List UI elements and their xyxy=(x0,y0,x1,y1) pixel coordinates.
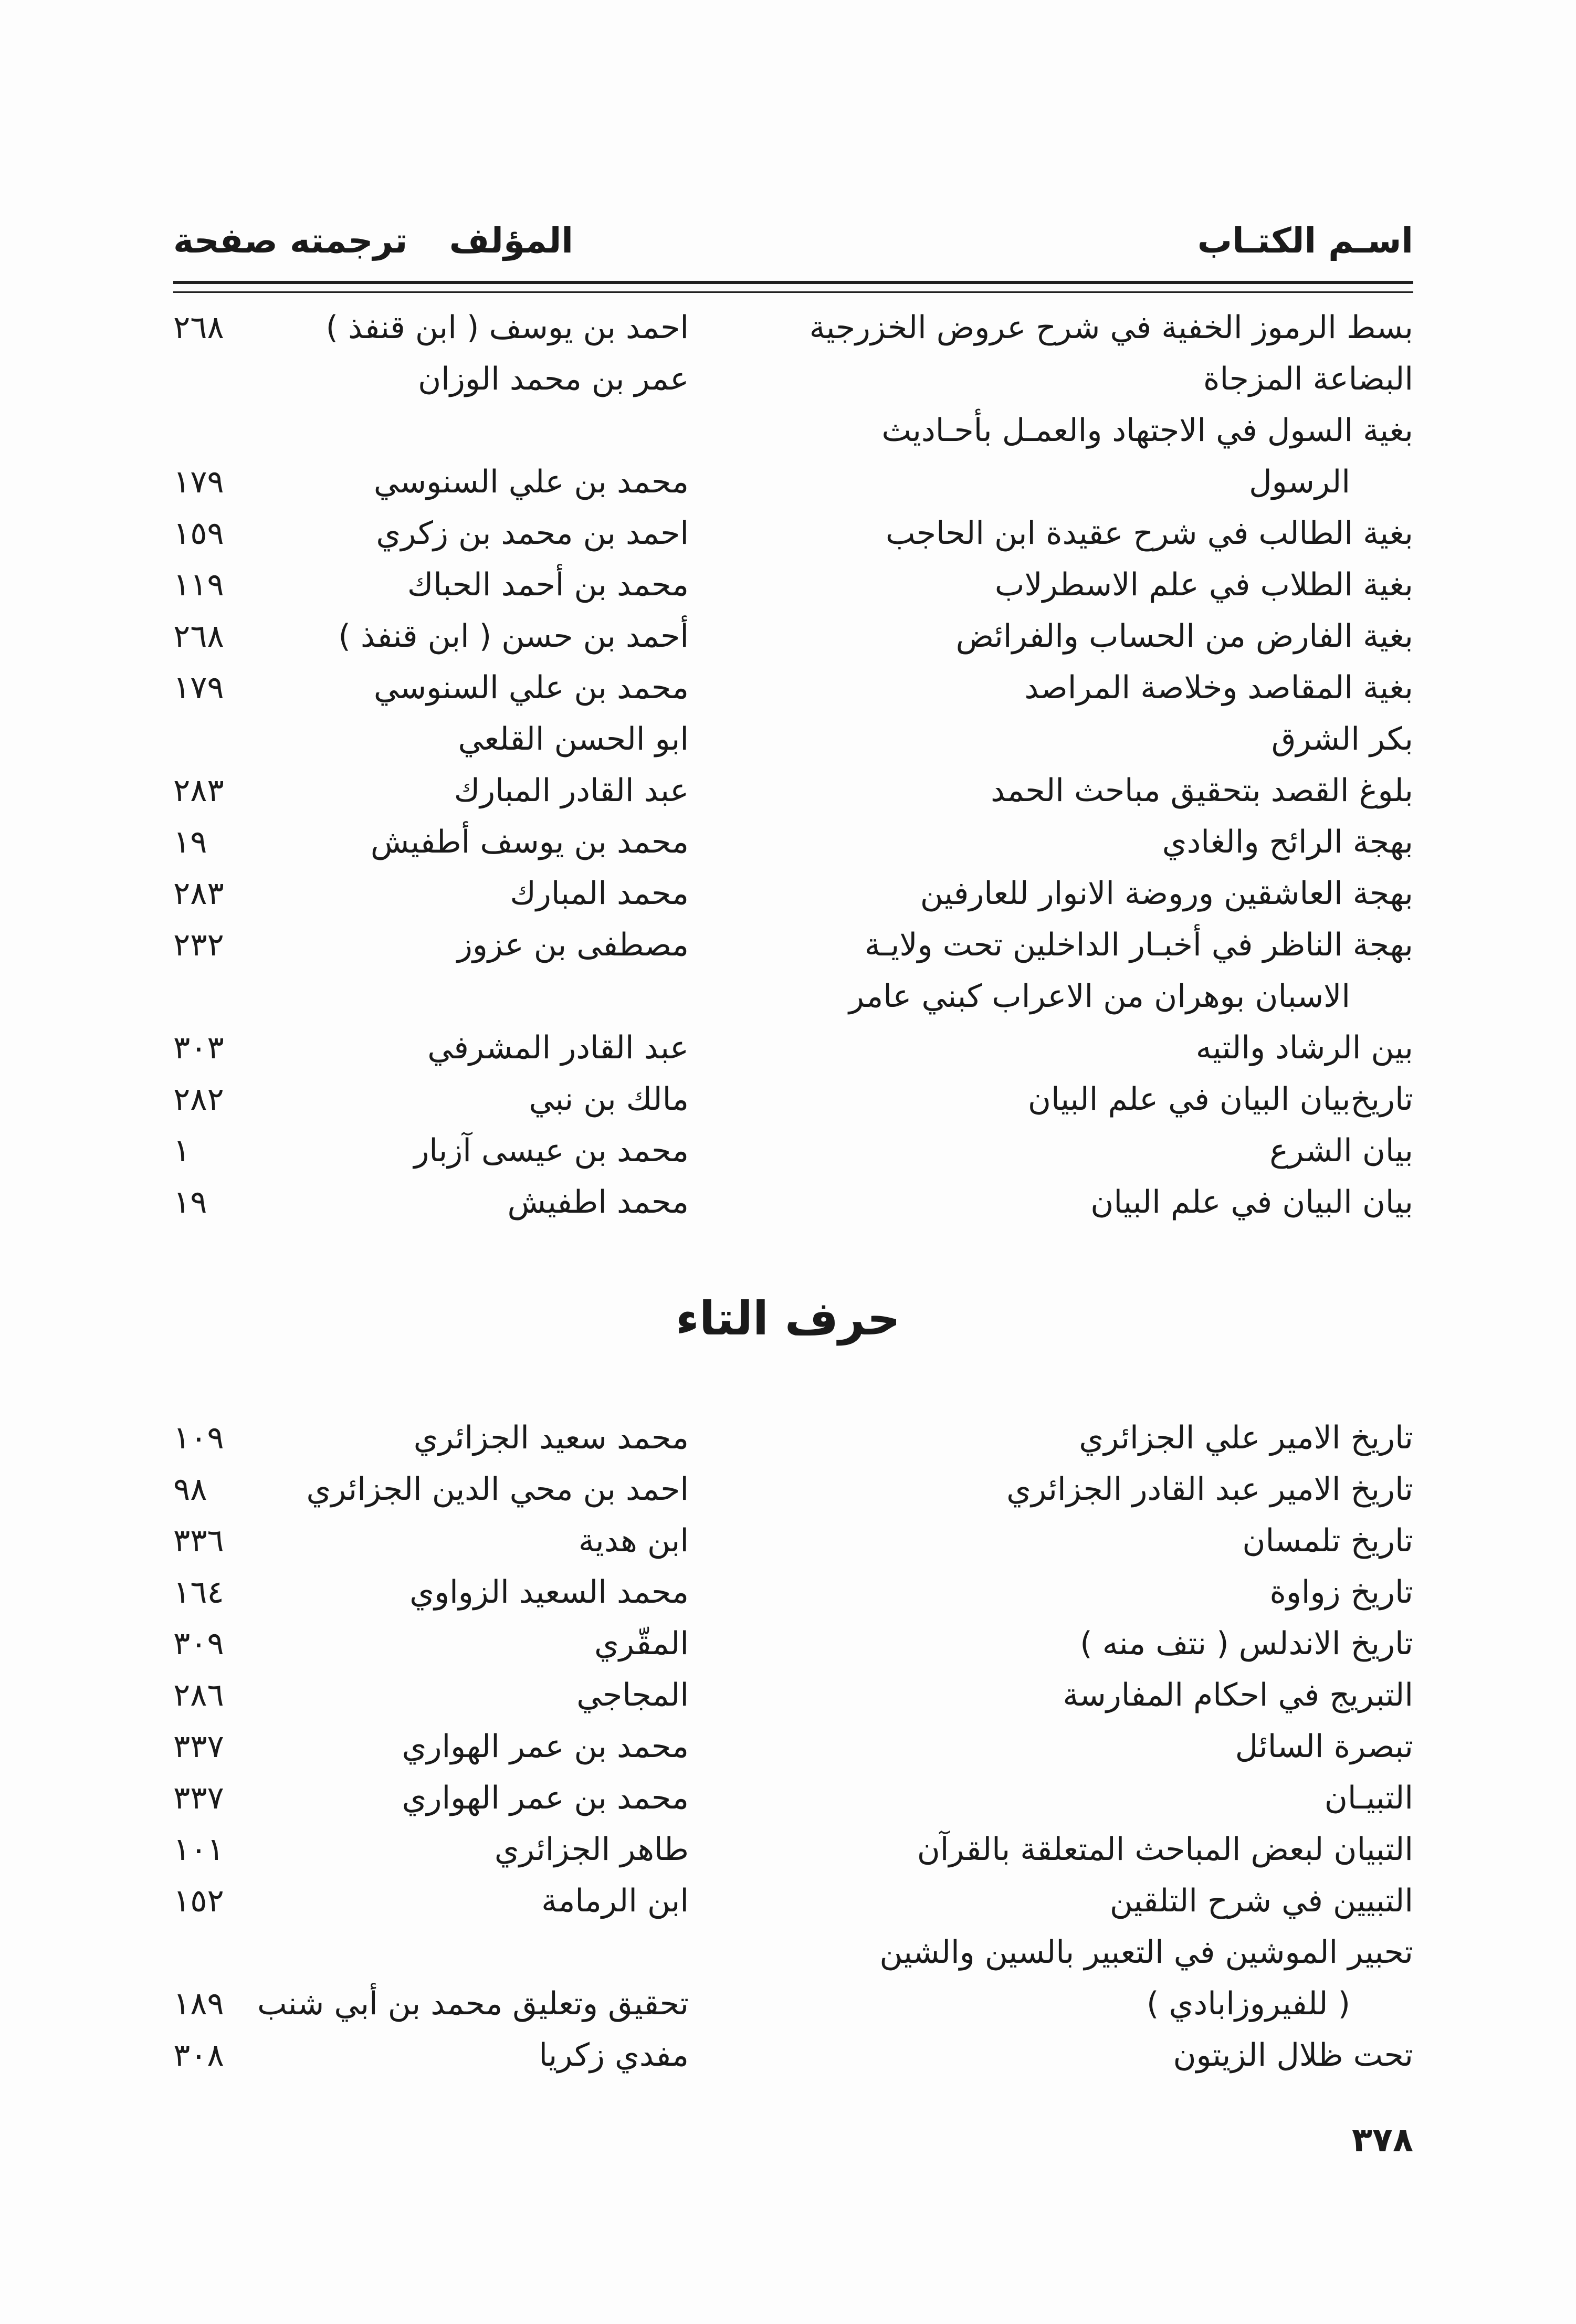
biography-page: ٢٣٢ xyxy=(173,927,224,963)
biography-page: ١ xyxy=(173,1132,191,1169)
list-item xyxy=(173,1978,1413,2029)
book-author: مصطفى بن عزوز xyxy=(457,927,689,963)
book-author: محمد بن علي السنوسي xyxy=(373,669,689,706)
list-item xyxy=(173,508,1413,559)
list-item xyxy=(173,1515,1413,1566)
section-ba-list xyxy=(173,302,1413,1228)
biography-page: ٣٣٧ xyxy=(173,1780,224,1816)
biography-page: ١٩ xyxy=(173,1184,207,1221)
biography-page: ٢٦٨ xyxy=(173,618,224,655)
book-title: بهجة الناظر في أخبـار الداخلين تحت ولايـة xyxy=(864,927,1413,963)
book-author: محمد بن عيسى آزبار xyxy=(414,1132,689,1169)
page-number: ٣٧٨ xyxy=(1351,2121,1413,2160)
list-item xyxy=(173,1412,1413,1464)
list-item xyxy=(173,662,1413,713)
book-title: بغية السول في الاجتهاد والعمـل بأحـاديث xyxy=(881,412,1413,449)
list-item xyxy=(173,1618,1413,1669)
biography-page: ٣٠٣ xyxy=(173,1029,224,1066)
book-author: محمد السعيد الزواوي xyxy=(409,1574,689,1611)
list-item xyxy=(173,1824,1413,1875)
book-author: عمر بن محمد الوزان xyxy=(418,361,689,397)
book-author: احمد بن يوسف ( ابن قنفذ ) xyxy=(325,309,689,346)
list-item xyxy=(173,353,1413,405)
list-item xyxy=(173,713,1413,765)
biography-page: ٣٠٩ xyxy=(173,1625,224,1662)
biography-page: ١١٩ xyxy=(173,566,224,603)
book-title: بهجة الرائح والغادي xyxy=(1162,824,1413,860)
book-title: تبصرة السائل xyxy=(1235,1728,1413,1765)
book-author: ابن هدية xyxy=(578,1522,689,1559)
book-title: بغية الطلاب في علم الاسطرلاب xyxy=(994,566,1413,603)
book-author: محمد بن عمر الهواري xyxy=(402,1780,689,1816)
list-item xyxy=(173,611,1413,662)
biography-page: ١٩ xyxy=(173,824,207,860)
list-item xyxy=(173,1669,1413,1721)
list-item xyxy=(173,1022,1413,1074)
book-author: محمد سعيد الجزائري xyxy=(413,1419,689,1456)
list-item xyxy=(173,1125,1413,1176)
book-author: محمد بن عمر الهواري xyxy=(402,1728,689,1765)
book-title: بهجة العاشقين وروضة الانوار للعارفين xyxy=(920,875,1413,912)
book-author: عبد القادر المشرفي xyxy=(427,1029,689,1066)
book-title: التبيـان xyxy=(1324,1780,1413,1816)
book-title: تاريخ الامير عبد القادر الجزائري xyxy=(1006,1471,1413,1508)
book-author: المجاجي xyxy=(576,1677,689,1713)
book-author: محمد بن أحمد الحباك xyxy=(407,566,689,603)
list-item xyxy=(173,2029,1413,2081)
book-title: الاسبان بوهران من الاعراب كبني عامر xyxy=(848,978,1350,1015)
book-title: بسط الرموز الخفية في شرح عروض الخزرجية xyxy=(809,309,1413,346)
biography-page: ٢٨٣ xyxy=(173,875,224,912)
section-ta-list xyxy=(173,1412,1413,2081)
book-title: التبريج في احكام المفارسة xyxy=(1063,1677,1413,1713)
biography-page: ٩٨ xyxy=(173,1471,207,1508)
list-item xyxy=(173,971,1413,1022)
book-author: محمد بن علي السنوسي xyxy=(373,464,689,500)
book-author: مفدي زكريا xyxy=(539,2037,689,2074)
book-title: بلوغ القصد بتحقيق مباحث الحمد xyxy=(991,772,1413,809)
book-author: طاهر الجزائري xyxy=(494,1831,689,1868)
biography-page: ١٦٤ xyxy=(173,1574,224,1611)
book-title: الرسول xyxy=(1249,464,1350,500)
list-item xyxy=(173,765,1413,816)
biography-page: ٢٨٦ xyxy=(173,1677,224,1713)
book-author: أحمد بن حسن ( ابن قنفذ ) xyxy=(338,618,689,655)
book-title: بغية الفارض من الحساب والفرائض xyxy=(955,618,1413,655)
book-author: مالك بن نبي xyxy=(529,1081,689,1118)
biography-page: ٢٦٨ xyxy=(173,309,224,346)
book-title: ( للفيروزابادي ) xyxy=(1147,1985,1350,2022)
book-author: محمد بن يوسف أطفيش xyxy=(370,824,689,860)
list-item xyxy=(173,456,1413,508)
book-title: بكر الشرق xyxy=(1271,721,1413,758)
book-author: احمد بن محي الدين الجزائري xyxy=(306,1471,689,1508)
list-item xyxy=(173,1875,1413,1927)
list-item xyxy=(173,868,1413,919)
list-item xyxy=(173,1772,1413,1824)
list-item xyxy=(173,405,1413,456)
book-author: ابن الرمامة xyxy=(541,1883,689,1919)
book-author: ابو الحسن القلعي xyxy=(458,721,689,758)
book-title: البضاعة المزجاة xyxy=(1203,361,1413,397)
book-author: محمد المبارك xyxy=(510,875,689,912)
book-title: تحت ظلال الزيتون xyxy=(1173,2037,1413,2074)
header-page-column: ترجمته صفحة xyxy=(173,220,408,261)
list-item xyxy=(173,1566,1413,1618)
list-item xyxy=(173,302,1413,353)
book-title: التبيين في شرح التلقين xyxy=(1109,1883,1413,1919)
list-item xyxy=(173,1464,1413,1515)
book-title: تاريخ‌بيان البيان في علم البيان xyxy=(1027,1081,1413,1118)
header-author-column: المؤلف xyxy=(449,220,573,261)
biography-page: ١٥٢ xyxy=(173,1883,224,1919)
list-item xyxy=(173,1176,1413,1228)
book-title: بيان الشرع xyxy=(1269,1132,1413,1169)
biography-page: ٢٨٢ xyxy=(173,1081,224,1118)
list-item xyxy=(173,816,1413,868)
biography-page: ١٠١ xyxy=(173,1831,224,1868)
book-title: بين الرشاد والتيه xyxy=(1195,1029,1413,1066)
biography-page: ١٧٩ xyxy=(173,464,224,500)
biography-page: ١٧٩ xyxy=(173,669,224,706)
book-title: بيان البيان في علم البيان xyxy=(1090,1184,1413,1221)
biography-page: ١٨٩ xyxy=(173,1985,224,2022)
list-item xyxy=(173,559,1413,611)
header-rule xyxy=(173,281,1413,284)
book-author: احمد بن محمد بن زكري xyxy=(376,515,689,552)
header-rule-thin xyxy=(173,291,1413,293)
table-header xyxy=(173,220,1413,278)
book-author: عبد القادر المبارك xyxy=(454,772,689,809)
list-item xyxy=(173,1927,1413,1978)
book-title: تحبير الموشين في التعبير بالسين والشين xyxy=(879,1934,1413,1971)
list-item xyxy=(173,1721,1413,1772)
book-author: المقّري xyxy=(594,1625,689,1662)
book-title: تاريخ زواوة xyxy=(1269,1574,1413,1611)
book-title: تاريخ الاندلس ( نتف منه ) xyxy=(1080,1625,1413,1662)
biography-page: ٣٣٦ xyxy=(173,1522,224,1559)
book-author: محمد اطفيش xyxy=(507,1184,689,1221)
book-title: بغية الطالب في شرح عقيدة ابن الحاجب xyxy=(886,515,1413,552)
biography-page: ١٥٩ xyxy=(173,515,224,552)
biography-page: ٣٣٧ xyxy=(173,1728,224,1765)
biography-page: ٢٨٣ xyxy=(173,772,224,809)
book-title: التبيان لبعض المباحث المتعلقة بالقرآن xyxy=(917,1831,1413,1868)
book-title: تاريخ تلمسان xyxy=(1242,1522,1413,1559)
list-item xyxy=(173,1074,1413,1125)
book-author: تحقيق وتعليق محمد بن أبي شنب xyxy=(257,1985,689,2022)
list-item xyxy=(173,919,1413,971)
book-title: تاريخ الامير علي الجزائري xyxy=(1079,1419,1413,1456)
section-heading-ta: حرف التاء xyxy=(675,1291,901,1345)
book-title: بغية المقاصد وخلاصة المراصد xyxy=(1024,669,1413,706)
header-title-column: اسـم الكتـاب xyxy=(1197,220,1413,261)
biography-page: ١٠٩ xyxy=(173,1419,224,1456)
biography-page: ٣٠٨ xyxy=(173,2037,224,2074)
